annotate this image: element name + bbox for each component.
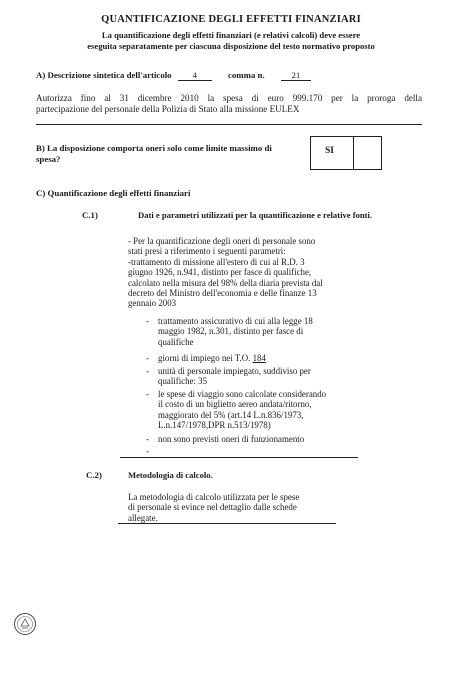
c1-intro-line: gennaio 2003 <box>128 298 177 309</box>
section-c-label: C) Quantificazione degli effetti finanziari <box>36 188 191 198</box>
bullet-line: le spese di viaggio sono calcolate considerando <box>158 389 327 399</box>
c2-number: C.2) <box>86 470 102 480</box>
c1-intro-line: stati presi a riferimento i seguenti parametri: <box>128 246 286 257</box>
days-value: 184 <box>252 353 266 363</box>
section-a-label <box>36 70 311 81</box>
c1-divider <box>120 457 358 458</box>
answer-si: SI <box>325 146 334 156</box>
bullet-line: unità di personale impiegato, suddiviso per <box>158 366 311 376</box>
document-title: QUANTIFICAZIONE DEGLI EFFETTI FINANZIARI <box>101 14 361 25</box>
bullet-line: il costo di un biglietto aereo andata/ritorno, <box>158 399 312 410</box>
c2-text <box>128 492 299 523</box>
subtitle-line-2: eseguita separatamente per ciascuna disposizione del testo normativo proposto <box>87 41 375 51</box>
bullet-dash: - <box>146 446 149 456</box>
bullet-dash: - <box>146 434 149 444</box>
bullet-line: trattamento assicurativo di cui alla legge 18 <box>158 316 313 326</box>
article-number: 4 <box>178 70 212 81</box>
bullet-insurance <box>158 316 313 347</box>
c1-intro-line: decreto del Ministro dell'economia e delle finanze 13 <box>128 288 317 299</box>
bullet-line: maggio 1982, n.301, distinto per fasce di <box>158 326 304 337</box>
section-b-question <box>36 143 306 165</box>
subtitle-line-1: La quantificazione degli effetti finanziari (e relativi calcoli) deve essere <box>101 30 361 40</box>
bullet-days <box>158 353 266 363</box>
c2-divider <box>118 523 336 524</box>
bullet-line: qualifiche <box>158 336 194 347</box>
c2-text-line: La metodologia di calcolo utilizzata per le spese <box>128 492 300 502</box>
section-a-text-line-2: partecipazione del personale della Polizia di Stato alla missione EULEX <box>36 104 300 114</box>
bullet-line: L.n.147/1978,DPR n.513/1978) <box>158 420 271 431</box>
section-a-title: A) Descrizione sintetica dell'articolo <box>36 70 172 80</box>
bullet-travel <box>158 389 326 431</box>
bullet-dash: - <box>146 316 149 326</box>
section-a-text-line-1: Autorizza fino al 31 dicembre 2010 la spesa di euro 999.170 per la proroga della <box>36 93 422 103</box>
c1-intro-line: calcolato nella misura del 98% della diaria prevista dal <box>128 277 323 288</box>
bullet-line: qualifiche: 35 <box>158 376 208 387</box>
answer-box-divider <box>353 137 354 169</box>
c1-intro <box>128 236 323 309</box>
c1-number: C.1) <box>82 210 98 220</box>
bullet-dash: - <box>146 366 149 376</box>
bullet-line: maggiorato del 5% (art.14 L.n.836/1973, <box>158 409 304 420</box>
c1-intro-line: giugno 1926, n.941, distinto per fasce di qualifiche, <box>128 267 312 278</box>
bullet-dash: - <box>146 389 149 399</box>
section-b-question-line-2: spesa? <box>36 154 61 164</box>
bullet-line: giorni di impiego nei T.O. <box>158 353 251 363</box>
bullet-personnel <box>158 366 311 387</box>
c1-intro-line: -trattamento di missione all'estero di cui al R.D. 3 <box>128 256 305 267</box>
section-a-divider <box>36 124 422 125</box>
c1-intro-line: - Per la quantificazione degli oneri di personale sono <box>128 236 316 246</box>
c2-text-line: allegate. <box>128 512 158 523</box>
section-b-question-line-1: B) La disposizione comporta oneri solo come limite massimo di <box>36 143 272 153</box>
comma-label: comma n. <box>228 70 265 80</box>
c2-heading: Metodologia di calcolo. <box>128 470 213 480</box>
answer-box <box>310 136 382 170</box>
c1-heading: Dati e parametri utilizzati per la quantificazione e relative fonti. <box>138 210 373 220</box>
c2-text-line: di personale si evince nel dettaglio dalle schede <box>128 502 297 513</box>
seal-stamp-icon <box>13 612 37 636</box>
bullet-operating <box>158 434 304 444</box>
bullet-line: non sono previsti oneri di funzionamento <box>158 434 305 444</box>
comma-number: 21 <box>281 70 311 81</box>
bullet-dash: - <box>146 353 149 363</box>
